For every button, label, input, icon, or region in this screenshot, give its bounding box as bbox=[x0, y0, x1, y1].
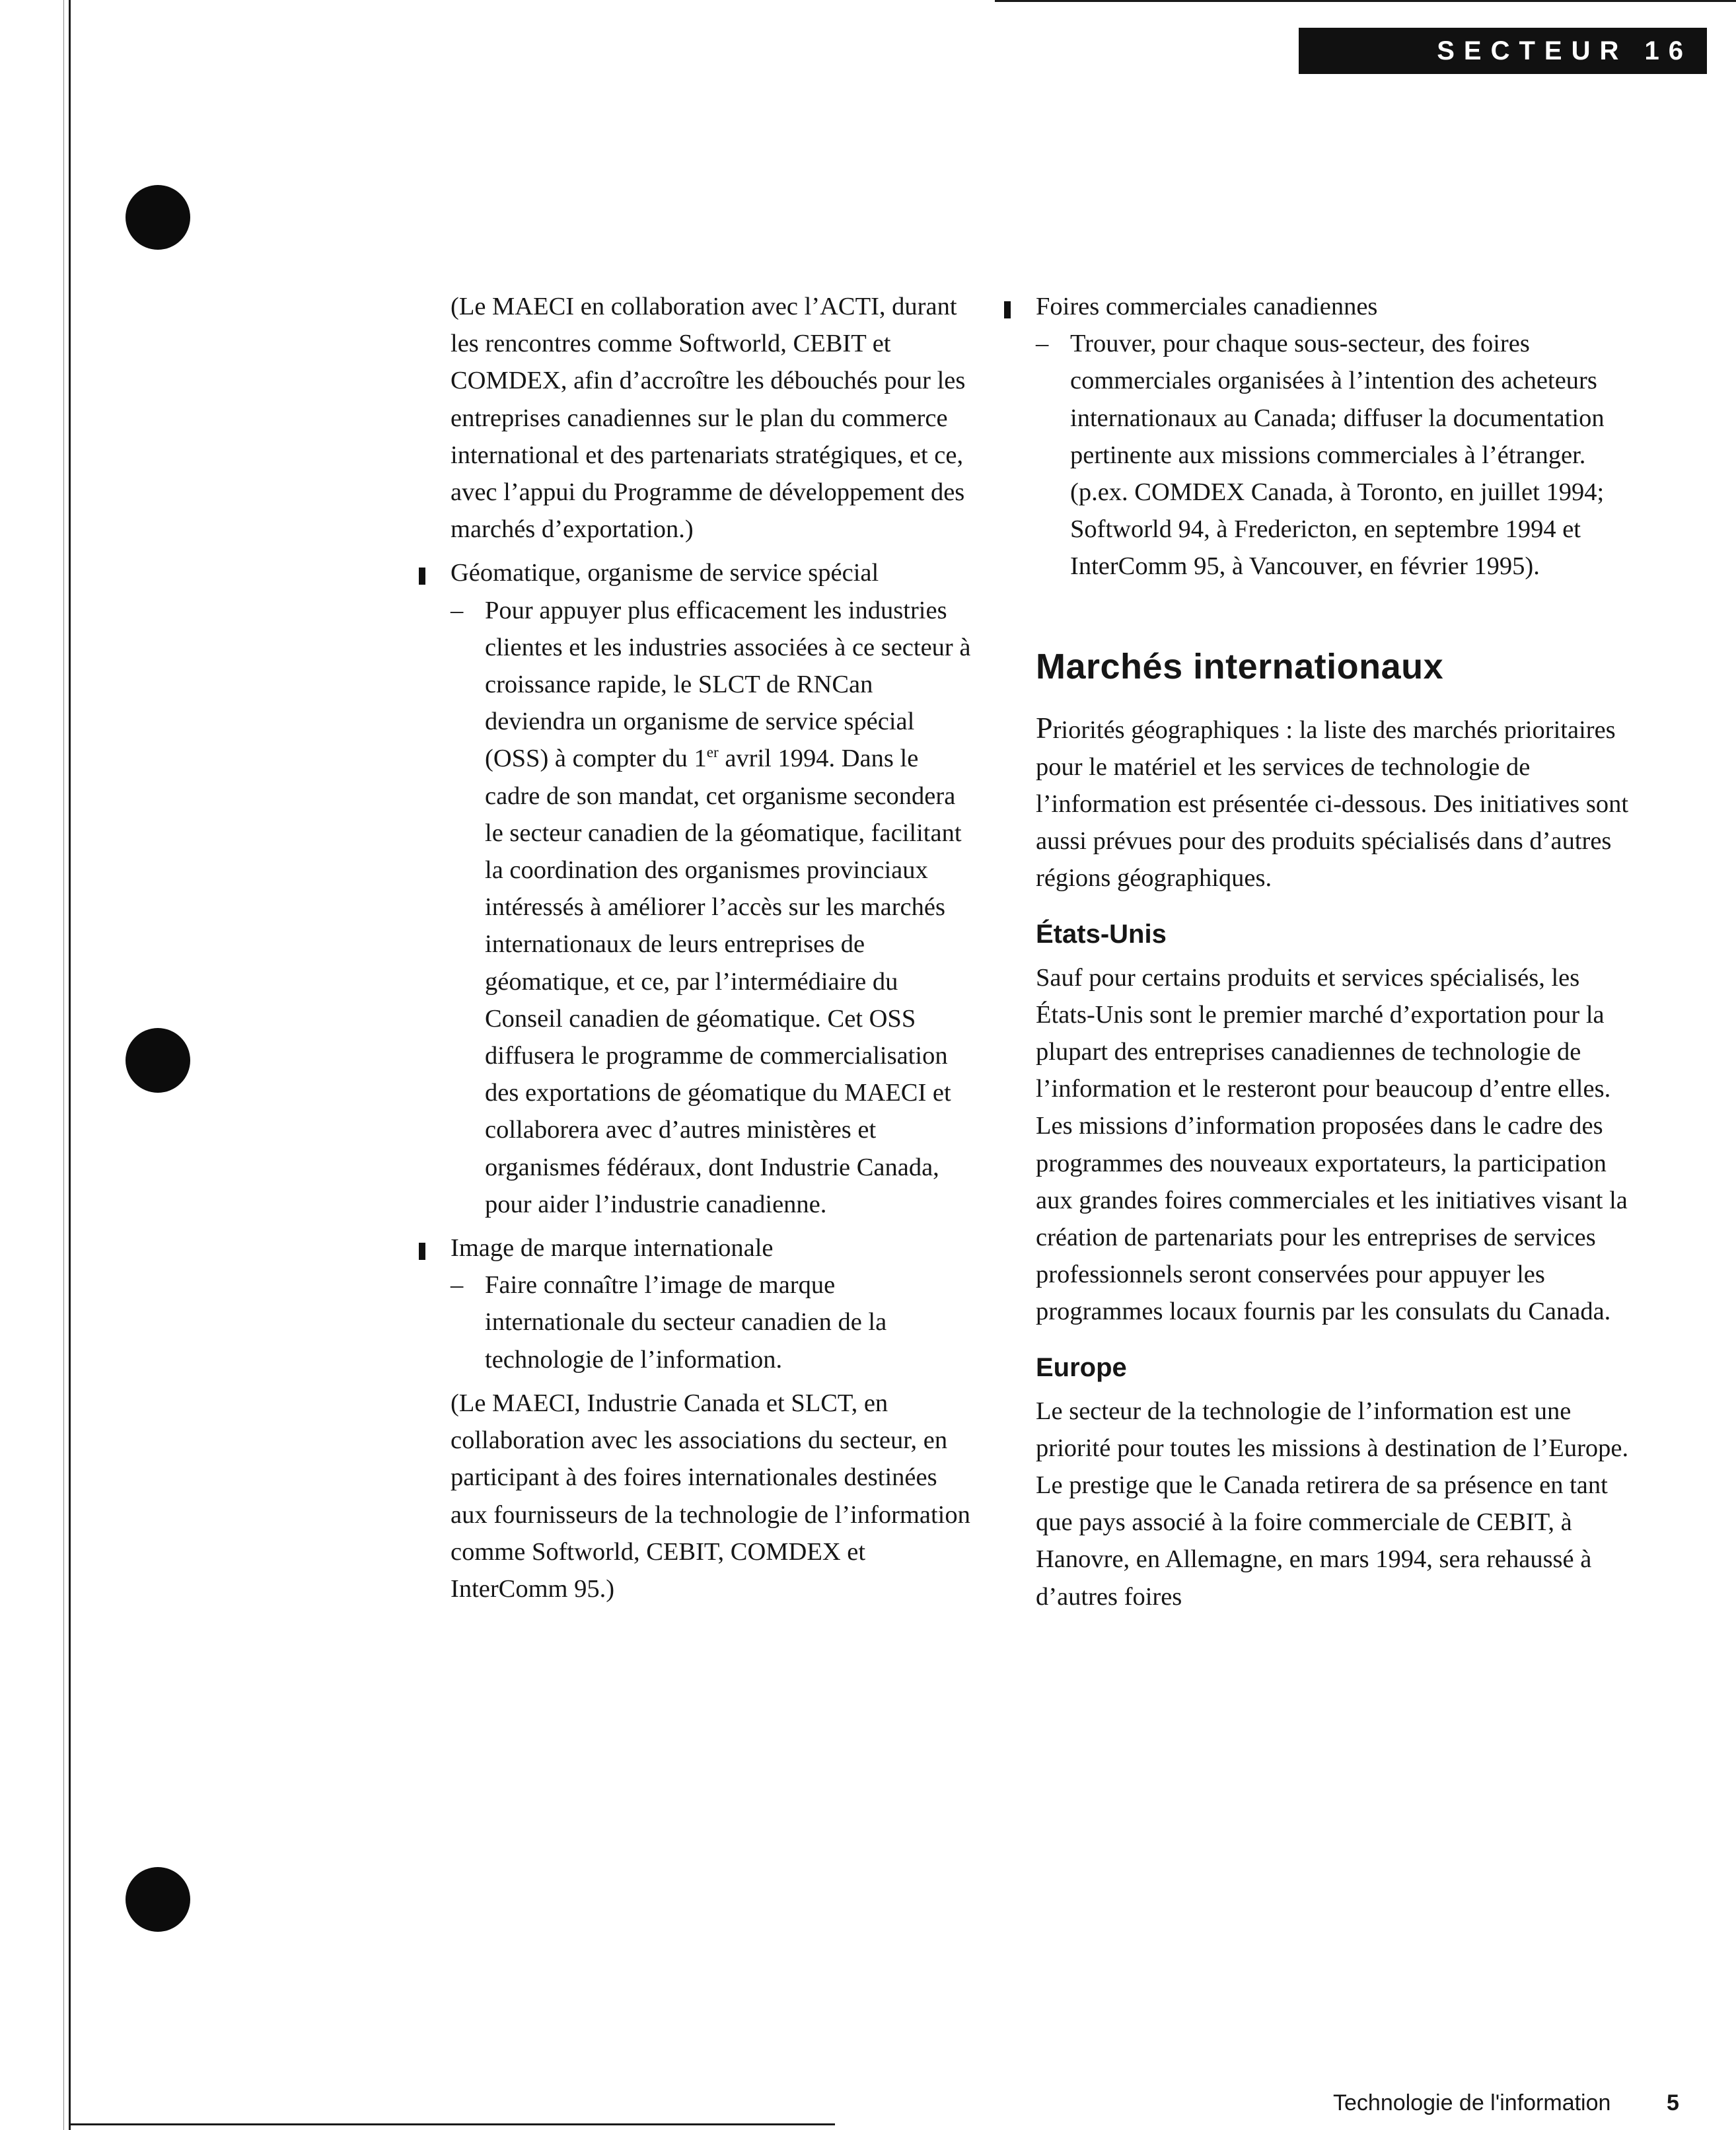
dash-item bbox=[1036, 325, 1630, 585]
paragraph-etats-unis: Sauf pour certains produits et services spécialisés, les États-Unis sont le premier marché d’exportation pour la plupart des entreprises canadiennes de technologie de l’information et le resteront pour beaucoup d’entre elles. Les missions d’information proposées dans le cadre des programmes des nouveaux exportateurs, la participation aux grandes foires commerciales et les initiatives visant la création de partenariats pour les entreprises de services professionnels seront conservées pour appuyer les programmes locaux fournis par les consulats du Canada. bbox=[1036, 963, 1628, 1326]
binder-edge bbox=[69, 0, 71, 2130]
right-column bbox=[1036, 288, 1630, 1622]
dash-marker: – bbox=[451, 1271, 464, 1300]
bullet-title: Image de marque internationale bbox=[451, 1234, 774, 1263]
section-label: SECTEUR 16 bbox=[1437, 36, 1692, 65]
paragraph-europe: Le secteur de la technologie de l’information est une priorité pour toutes les missions à destination de l’Europe. Le prestige que le Canada retirera de sa présence en tant que pays associé à la foire commerciale de CEBIT, à Hanovre, en Allemagne, en mars 1994, sera rehaussé à d’autres foires bbox=[1036, 1397, 1629, 1611]
bullet-title: Foires commerciales canadiennes bbox=[1036, 293, 1378, 320]
bullet-image-de-marque bbox=[451, 1230, 979, 1378]
punch-hole-bottom bbox=[126, 1867, 190, 1932]
page-number: 5 bbox=[1667, 2090, 1679, 2115]
section-header-band bbox=[1299, 28, 1707, 74]
drop-letter: P bbox=[1036, 710, 1053, 745]
dash-text: Trouver, pour chaque sous-secteur, des foires commerciales organisées à l’intention des acheteurs internationaux au Canada; diffuser la documentation pertinente aux missions commerciales à l’étranger. (p.ex. COMDEX Canada, à Toronto, en juillet 1994; Softworld 94, à Fredericton, en septembre 1994 et InterComm 95, à Vancouver, en février 1995). bbox=[1070, 330, 1605, 581]
top-rule bbox=[995, 0, 1736, 2]
heading-europe: Europe bbox=[1036, 1352, 1127, 1382]
left-column bbox=[451, 288, 979, 1614]
dash-text: Pour appuyer plus efficacement les industries clientes et les industries associées à ce secteur à croissance rapide, le SLCT de RNCan deviendra un organisme de service spécial (OSS) à compter du 1er avril 1994. Dans le cadre de son mandat, cet organisme secondera le secteur canadien de la géomatique, facilitant la coordination des organismes provinciaux intéressés à améliorer l’accès sur les marchés internationaux de leurs entreprises de géomatique, et ce, par l’intermédiaire du Conseil canadien de géomatique. Cet OSS diffusera le programme de commercialisation des exportations de géomatique du MAECI et collaborera avec d’autres ministères et organismes fédéraux, dont Industrie Canada, pour aider l’industrie canadienne. bbox=[485, 596, 971, 1218]
punch-hole-middle bbox=[126, 1028, 190, 1093]
punch-hole-top bbox=[126, 185, 190, 250]
bullet-geomatique bbox=[451, 554, 979, 1223]
bullet-title: Géomatique, organisme de service spécial bbox=[451, 559, 879, 587]
dash-item bbox=[451, 1267, 979, 1378]
closing-note: (Le MAECI, Industrie Canada et SLCT, en collaboration avec les associations du secteur, en participant à des foires internationales destinées aux fournisseurs de la technologie de l’information comme Softworld, CEBIT, COMDEX et InterComm 95.) bbox=[451, 1389, 970, 1603]
dash-marker: – bbox=[1036, 330, 1049, 358]
bullet-marker bbox=[1004, 301, 1011, 318]
heading-etats-unis: États-Unis bbox=[1036, 919, 1167, 949]
bullet-marker bbox=[419, 568, 425, 585]
page-footer bbox=[1333, 2090, 1679, 2116]
dash-text: Faire connaître l’image de marque internationale du secteur canadien de la technologie de l’information. bbox=[485, 1271, 887, 1374]
bullet-marker bbox=[419, 1243, 425, 1260]
continued-note: (Le MAECI en collaboration avec l’ACTI, durant les rencontres comme Softworld, CEBIT et COMDEX, afin d’accroître les débouchés pour les entreprises canadiennes sur le plan du commerce international et des partenariats stratégiques, et ce, avec l’appui du Programme de développement des marchés d’exportation.) bbox=[451, 293, 966, 544]
binder-edge-shadow bbox=[63, 0, 64, 2130]
section-title: Marchés internationaux bbox=[1036, 646, 1444, 686]
dash-item bbox=[451, 592, 979, 1223]
bullet-foires-commerciales bbox=[1036, 288, 1630, 585]
dash-marker: – bbox=[451, 596, 464, 624]
footer-title: Technologie de l'information bbox=[1333, 2090, 1611, 2115]
bottom-rule bbox=[69, 2123, 835, 2125]
intro-paragraph: Priorités géographiques : la liste des marchés prioritaires pour le matériel et les services de technologie de l’information est présentée ci-dessous. Des initiatives sont aussi prévues pour des produits spécialisés dans d’autres régions géographiques. bbox=[1036, 710, 1629, 893]
